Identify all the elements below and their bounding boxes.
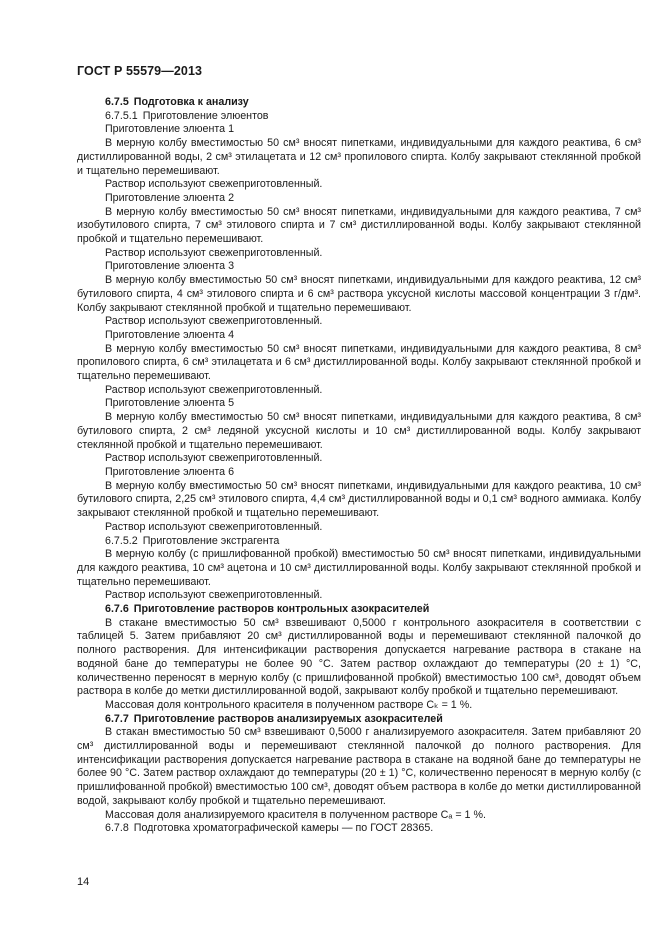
paragraph-text: Приготовление элюента 1 (105, 123, 235, 136)
body-paragraph (77, 206, 641, 247)
body-paragraph (77, 315, 641, 329)
body-paragraph (77, 452, 641, 466)
section-heading (77, 603, 641, 617)
section-number: 6.7.7 (105, 712, 129, 725)
body-paragraph (77, 466, 641, 480)
body-paragraph (77, 548, 641, 589)
body-paragraph (77, 178, 641, 192)
body-paragraph (77, 521, 641, 535)
paragraph-text: Приготовление растворов контрольных азокрасителей (133, 603, 430, 616)
subsection-heading (77, 110, 641, 124)
subsection-heading (77, 535, 641, 549)
section-heading (77, 96, 641, 110)
body-paragraph (77, 699, 641, 713)
paragraph-text: Приготовление элюента 3 (105, 260, 235, 273)
section-number: 6.7.6 (105, 603, 129, 616)
body-paragraph (77, 809, 641, 823)
document-body (77, 96, 641, 836)
body-paragraph (77, 247, 641, 261)
paragraph-text: Приготовление элюента 6 (105, 465, 235, 478)
paragraph-text: Раствор используют свежеприготовленный. (105, 246, 323, 259)
paragraph-text: В мерную колбу вместимостью 50 см³ вносят пипетками, индивидуальными для каждого реактива, 7 см³ изобутилового спирта, 7 см³ этилового спирта и 7 см³ дистиллированной воды. Колбу закрывают стеклянной пробкой и тщательно перемешивают. (77, 205, 641, 246)
section-number: 6.7.8 (105, 822, 129, 835)
paragraph-text: Приготовление элюентов (142, 109, 269, 122)
paragraph-text: В мерную колбу (с пришлифованной пробкой) вместимостью 50 см³ вносят пипетками, индивидуальными для каждого реактива, 10 см³ ацетона и 10 см³ дистиллированной воды. Колбу закрывают стеклянной пробкой и тщательно перемешивают. (77, 548, 641, 588)
body-paragraph (77, 192, 641, 206)
document-header: ГОСТ Р 55579—2013 (77, 64, 203, 78)
paragraph-text: В стакан вместимостью 50 см³ взвешивают 0,5000 г анализируемого азокрасителя. Затем прибавляют 20 см³ дистиллированной воды и перемешивают стеклянной палочкой до полного растворения. Для интенсификации растворения допускается нагревание раствора в стакане на водяной бане до температуры не более 90 °С. Затем раствор охлаждают до температуры (20 ± 1) °С, количественно переносят в мерную колбу (с пришлифованной пробкой) вместимостью 100 см³, доводят объем раствора в колбе до метки дистиллированной водой, закрывают колбу пробкой и тщательно перемешивают. (77, 726, 641, 807)
paragraph-text: В мерную колбу вместимостью 50 см³ вносят пипетками, индивидуальными для каждого реактива, 8 см³ пропилового спирта, 6 см³ этилацетата и 6 см³ дистиллированной воды. Колбу закрывают стеклянной пробкой и тщательно перемешивают. (77, 342, 641, 383)
subsection-heading (77, 822, 641, 836)
section-heading (77, 713, 641, 727)
paragraph-text: Приготовление элюента 2 (105, 191, 235, 204)
section-number: 6.7.5.1 (105, 109, 138, 122)
paragraph-text: Приготовление элюента 5 (105, 397, 235, 410)
paragraph-text: Раствор используют свежеприготовленный. (105, 383, 323, 396)
body-paragraph (77, 397, 641, 411)
page-number: 14 (77, 876, 90, 888)
body-paragraph (77, 343, 641, 384)
section-number: 6.7.5 (105, 96, 129, 108)
paragraph-text: Приготовление элюента 4 (105, 328, 235, 341)
body-paragraph (77, 480, 641, 521)
section-number: 6.7.5.2 (105, 534, 138, 547)
paragraph-text: Приготовление экстрагента (142, 534, 280, 547)
paragraph-text: В стакане вместимостью 50 см³ взвешивают 0,5000 г контрольного азокрасителя в соответствии с таблицей 5. Затем прибавляют 20 см³ дистиллированной воды и перемешивают стеклянной палочкой до полного растворения. Для интенсификации растворения допускается нагревание раствора в стакане на водяной бане до температуры не более 90 °С. Затем раствор охлаждают до температуры (20 ± 1) °С, количественно переносят в мерную колбу (с пришлифованной пробкой) вместимостью 100 см³, доводят объем раствора в колбе до метки дистиллированной водой, закрывают колбу пробкой и тщательно перемешивают. (77, 616, 641, 698)
paragraph-text: Подготовка к анализу (133, 96, 249, 108)
body-paragraph (77, 329, 641, 343)
body-paragraph (77, 411, 641, 452)
body-paragraph (77, 123, 641, 137)
paragraph-text: В мерную колбу вместимостью 50 см³ вносят пипетками, индивидуальными для каждого реактива, 8 см³ бутилового спирта, 2 см³ ледяной уксусной кислоты и 10 см³ дистиллированной воды. Колбу закрывают стеклянной пробкой и тщательно перемешивают. (77, 411, 641, 451)
body-paragraph (77, 726, 641, 808)
body-paragraph (77, 137, 641, 178)
paragraph-text: Подготовка хроматографической камеры — по ГОСТ 28365. (133, 822, 434, 835)
paragraph-text: В мерную колбу вместимостью 50 см³ вносят пипетками, индивидуальными для каждого реактива, 10 см³ бутилового спирта, 2,25 см³ этилового спирта, 4,4 см³ дистиллированной воды и 0,1 см³ водного аммиака. Колбу закрывают стеклянной пробкой и тщательно перемешивают. (77, 479, 641, 520)
paragraph-text: Раствор используют свежеприготовленный. (105, 589, 323, 602)
paragraph-text: В мерную колбу вместимостью 50 см³ вносят пипетками, индивидуальными для каждого реактива, 6 см³ дистиллированной воды, 2 см³ этилацетата и 12 см³ пропилового спирта. Колбу закрывают стеклянной пробкой и тщательно перемешивают. (77, 137, 641, 177)
paragraph-text: Раствор используют свежеприготовленный. (105, 520, 323, 533)
paragraph-text: В мерную колбу вместимостью 50 см³ вносят пипетками, индивидуальными для каждого реактива, 12 см³ бутилового спирта, 4 см³ этилового спирта и 6 см³ раствора уксусной кислоты массовой концентрации 3 г/дм³. Колбу закрывают стеклянной пробкой и тщательно перемешивают. (77, 274, 641, 314)
paragraph-text: Раствор используют свежеприготовленный. (105, 178, 323, 191)
paragraph-text: Приготовление растворов анализируемых азокрасителей (133, 712, 443, 725)
body-paragraph (77, 274, 641, 315)
paragraph-text: Раствор используют свежеприготовленный. (105, 315, 323, 328)
body-paragraph (77, 589, 641, 603)
body-paragraph (77, 260, 641, 274)
body-paragraph (77, 617, 641, 699)
paragraph-text: Массовая доля анализируемого красителя в полученном растворе Cₐ = 1 %. (105, 808, 486, 821)
body-paragraph (77, 384, 641, 398)
paragraph-text: Раствор используют свежеприготовленный. (105, 452, 323, 465)
paragraph-text: Массовая доля контрольного красителя в полученном растворе Cₖ = 1 %. (105, 698, 473, 711)
